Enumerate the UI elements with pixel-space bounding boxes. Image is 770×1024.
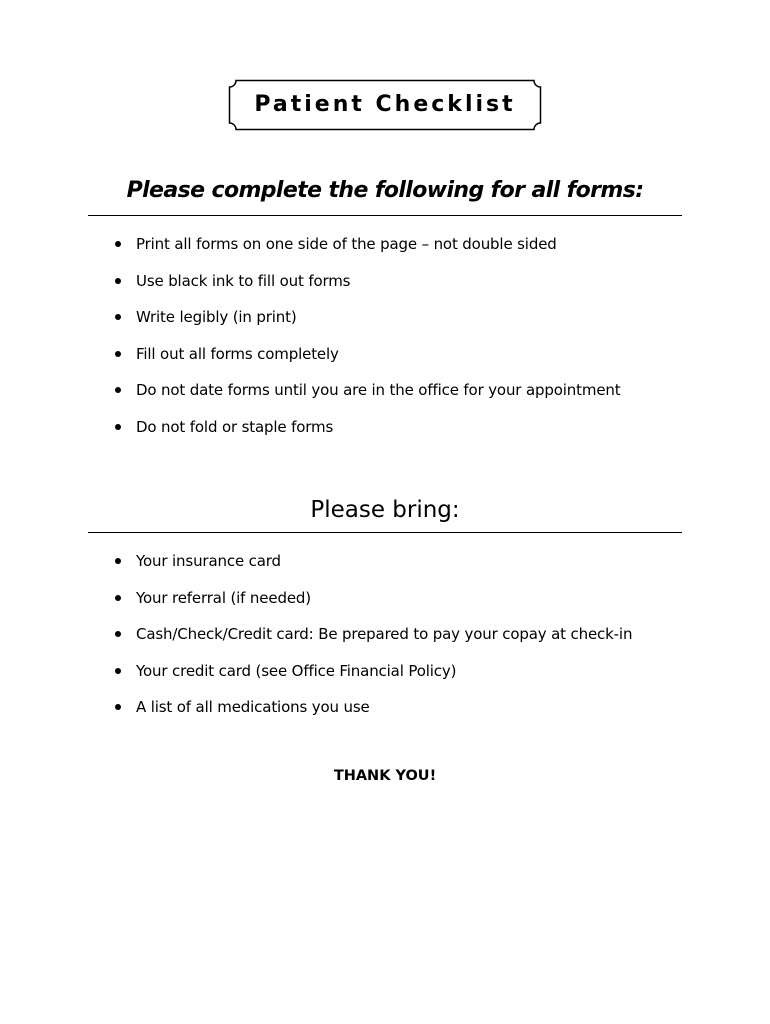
list-item-text: Print all forms on one side of the page – not double sided — [136, 235, 557, 253]
list-item-text: Your referral (if needed) — [136, 588, 311, 607]
bullet-dot-icon — [115, 558, 121, 564]
bullet-dot-icon — [115, 387, 121, 393]
list-item — [108, 587, 632, 624]
list-item — [108, 550, 632, 587]
list-item — [108, 379, 621, 416]
page-title: Patient Checklist — [254, 92, 516, 117]
bullet-dot-icon — [115, 424, 121, 430]
bullet-dot-icon — [115, 704, 121, 710]
forms-section-heading: Please complete the following for all forms: — [126, 178, 644, 203]
list-item-text: Fill out all forms completely — [136, 344, 339, 363]
bullet-dot-icon — [115, 278, 121, 284]
thank-you-note: THANK YOU! — [333, 768, 437, 784]
list-item — [108, 343, 621, 380]
list-item-text: Use black ink to fill out forms — [136, 271, 351, 290]
bullet-dot-icon — [115, 631, 121, 637]
list-item — [108, 696, 632, 733]
list-item — [108, 233, 621, 270]
bullet-dot-icon — [115, 595, 121, 601]
forms-checklist — [108, 233, 621, 452]
list-item-text: Your credit card (see Office Financial Policy) — [136, 661, 457, 680]
list-item — [108, 660, 632, 697]
list-item-text: Cash/Check/Credit card: Be prepared to pay your copay at check-in — [136, 625, 633, 643]
list-item-text: Do not fold or staple forms — [136, 417, 334, 436]
bullet-dot-icon — [115, 241, 121, 247]
bring-checklist — [108, 550, 632, 733]
bullet-dot-icon — [115, 351, 121, 357]
forms-section-divider — [88, 215, 682, 216]
list-item — [108, 623, 632, 660]
bullet-dot-icon — [115, 314, 121, 320]
list-item — [108, 270, 621, 307]
bring-section-heading: Please bring: — [310, 497, 460, 523]
list-item — [108, 306, 621, 343]
title-frame — [228, 79, 542, 131]
bring-section-divider — [88, 532, 682, 533]
bullet-dot-icon — [115, 668, 121, 674]
list-item-text: Do not date forms until you are in the office for your appointment — [136, 381, 621, 399]
list-item — [108, 416, 621, 453]
list-item-text: Your insurance card — [136, 552, 281, 570]
list-item-text: Write legibly (in print) — [136, 308, 297, 326]
list-item-text: A list of all medications you use — [136, 698, 370, 716]
